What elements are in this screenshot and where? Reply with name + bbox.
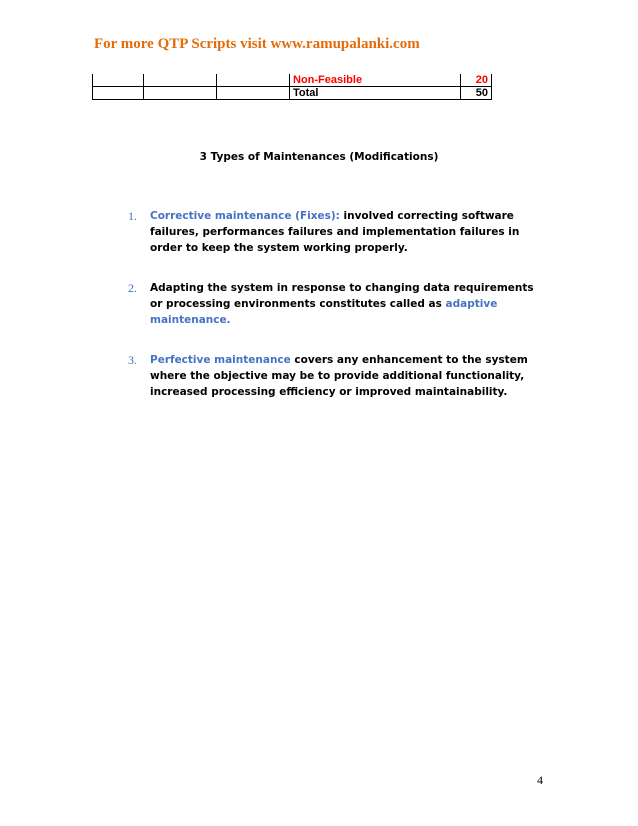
table-cell xyxy=(144,74,217,87)
summary-table xyxy=(92,74,492,100)
maintenance-list xyxy=(128,208,548,400)
table-row xyxy=(93,87,492,100)
table-row xyxy=(93,74,492,87)
table-cell xyxy=(217,87,290,100)
table-cell xyxy=(93,87,144,100)
highlight-text: Perfective maintenance xyxy=(150,354,291,366)
list-number: 2. xyxy=(128,281,137,295)
table-cell xyxy=(144,87,217,100)
table-cell-value: 20 xyxy=(461,74,492,87)
table-cell-label: Non-Feasible xyxy=(290,74,461,87)
highlight-text: Corrective maintenance (Fixes): xyxy=(150,210,340,222)
item-text: covers any enhancement to the system where the objective may be to provide additional functionality, increased processing efficiency or improved maintainability. xyxy=(150,354,528,398)
table-cell-label: Total xyxy=(290,87,461,100)
page-header: For more QTP Scripts visit www.ramupalanki.com xyxy=(94,36,420,52)
list-number: 1. xyxy=(128,209,137,223)
page-number: 4 xyxy=(537,773,543,787)
item-text: Adapting the system in response to changing data requirements or processing environments constitutes called as xyxy=(150,282,534,310)
list-number: 3. xyxy=(128,353,137,367)
list-item xyxy=(128,280,548,328)
list-item xyxy=(128,208,548,256)
table-cell xyxy=(93,74,144,87)
list-item xyxy=(128,352,548,400)
item-text: involved correcting software failures, performances failures and implementation failures in order to keep the system working properly. xyxy=(150,210,520,254)
table-cell xyxy=(217,74,290,87)
section-heading: 3 Types of Maintenances (Modifications) xyxy=(199,151,439,163)
table-cell-value: 50 xyxy=(461,87,492,100)
highlight-text: adaptive maintenance. xyxy=(150,298,498,326)
